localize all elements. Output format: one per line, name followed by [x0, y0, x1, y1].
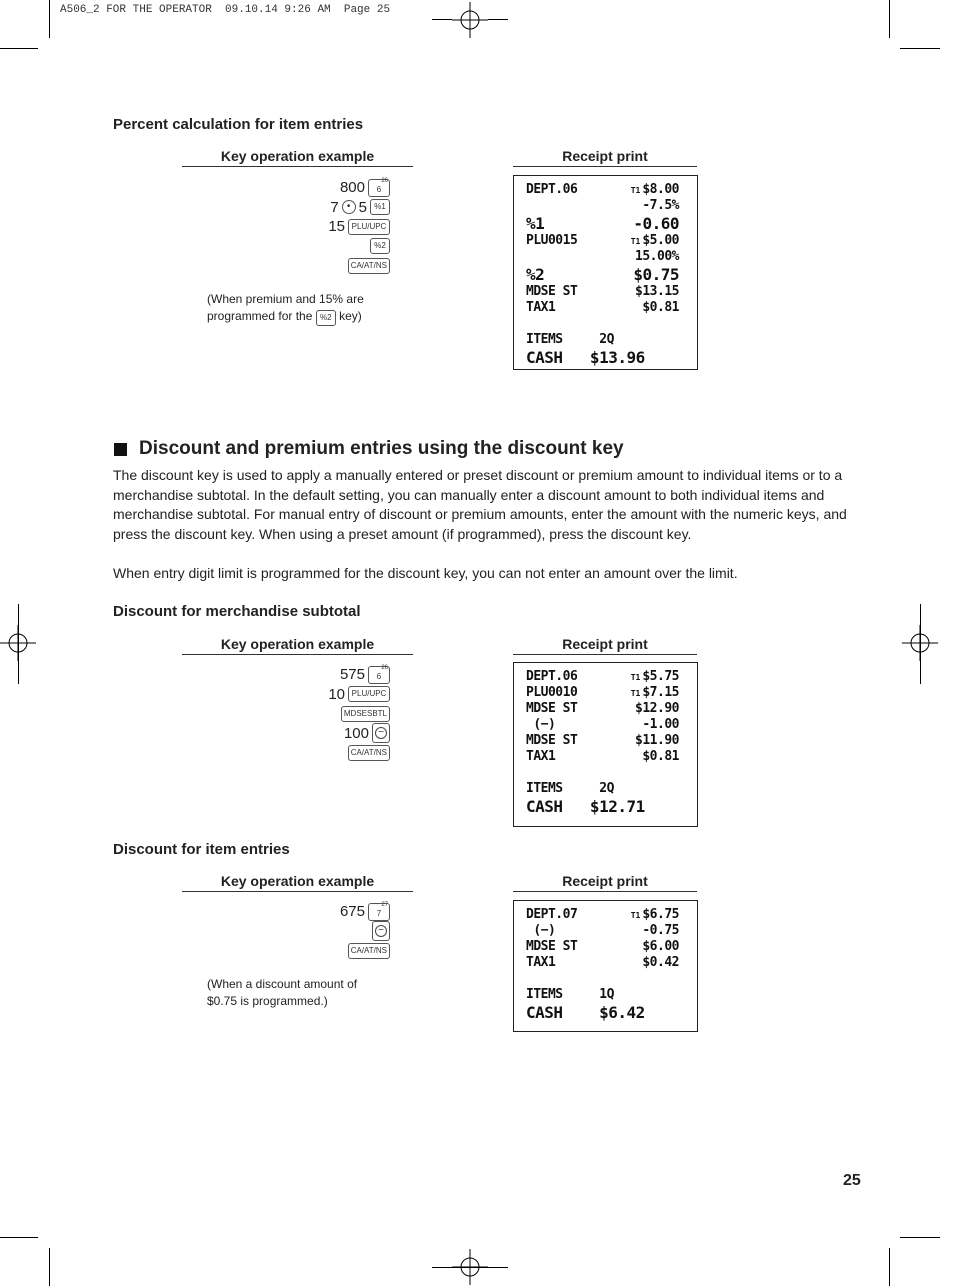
cash-key[interactable]: CA/AT/NS — [348, 258, 390, 274]
key-note — [207, 291, 397, 326]
receipt-amount — [631, 685, 679, 701]
receipt-label: ITEMS 2Q — [526, 781, 614, 796]
receipt-label: %2 — [526, 265, 545, 284]
receipt-value: $12.90 — [635, 701, 679, 716]
receipt-amount — [631, 907, 679, 923]
key-sequence — [250, 665, 390, 763]
receipt-label: TAX1 — [526, 749, 556, 764]
section-heading: Discount for merchandise subtotal — [113, 603, 361, 620]
key-operation-header: Key operation example — [182, 148, 413, 167]
department-key[interactable] — [368, 179, 390, 197]
crop-mark — [49, 1248, 50, 1286]
tax-status-mark: T1 — [630, 911, 641, 920]
cash-key[interactable]: CA/AT/NS — [348, 943, 390, 959]
entry-number: 7 — [330, 198, 339, 216]
crop-mark — [432, 1267, 508, 1268]
tax-status-mark: T1 — [630, 673, 641, 682]
receipt-line — [526, 971, 679, 987]
receipt-label: PLU0015 — [526, 233, 578, 248]
receipt-amount — [642, 717, 679, 733]
tax-status-mark: T1 — [630, 689, 641, 698]
receipt-value: $7.15 — [642, 685, 679, 700]
discount-key[interactable] — [372, 723, 390, 743]
receipt-print-header: Receipt print — [513, 636, 697, 655]
receipt-value: -1.00 — [642, 717, 679, 732]
receipt-label: DEPT.06 — [526, 182, 578, 197]
key-superscript: 26 — [381, 177, 388, 184]
receipt-line — [526, 685, 679, 701]
crop-mark — [900, 48, 940, 49]
crop-mark — [889, 1248, 890, 1286]
receipt-amount — [635, 249, 679, 265]
receipt-line — [526, 955, 679, 971]
key-superscript: 27 — [381, 901, 388, 908]
plu-upc-key[interactable]: PLU/UPC — [348, 219, 390, 235]
receipt-label: PLU0010 — [526, 685, 578, 700]
percent2-key[interactable]: %2 — [370, 238, 390, 254]
entry-number: 800 — [339, 179, 365, 196]
receipt-label: MDSE ST — [526, 284, 578, 299]
bullet-square-icon — [114, 443, 127, 456]
crop-mark — [18, 604, 19, 684]
department-key[interactable] — [368, 666, 390, 684]
note-text: $0.75 is programmed.) — [207, 994, 328, 1008]
receipt-amount — [642, 749, 679, 765]
receipt-amount — [633, 265, 679, 284]
receipt-line — [526, 701, 679, 717]
receipt-line — [526, 939, 679, 955]
key-sequence — [250, 902, 390, 961]
receipt-value: $11.90 — [635, 733, 679, 748]
receipt-label: DEPT.06 — [526, 669, 578, 684]
crop-mark — [920, 604, 921, 684]
discount-key[interactable] — [372, 921, 390, 941]
receipt-value: -0.60 — [633, 214, 679, 233]
receipt-print — [513, 175, 698, 370]
note-text: (When a discount amount of — [207, 977, 358, 991]
receipt-line — [526, 1003, 679, 1022]
receipt-line — [526, 284, 679, 300]
receipt-amount — [642, 955, 679, 971]
description-paragraph: The discount key is used to apply a manually entered or preset discount or premium amount to individual items or to a merchandise subtotal. In the default setting, you can manually enter a discount amount to both individual items and merchandise subtotal. For manual entry of discount or premium amounts, enter the amount with the numeric keys, and press the discount key. When using a preset amount (if programmed), press the discount key. — [113, 467, 847, 542]
receipt-label: ITEMS 1Q — [526, 987, 614, 1002]
receipt-line — [526, 182, 679, 198]
receipt-line — [526, 249, 679, 265]
receipt-line — [526, 300, 679, 316]
entry-number: 15 — [328, 218, 345, 235]
receipt-line — [526, 214, 679, 233]
receipt-label: (−) — [526, 923, 556, 938]
receipt-value: $8.00 — [642, 182, 679, 197]
print-slug: A506_2 FOR THE OPERATOR 09.10.14 9:26 AM Page 25 — [60, 4, 391, 16]
crop-mark — [432, 19, 452, 20]
receipt-line — [526, 907, 679, 923]
receipt-line — [526, 669, 679, 685]
receipt-value: $6.75 — [642, 907, 679, 922]
department-key[interactable] — [368, 903, 390, 921]
receipt-line — [526, 987, 679, 1003]
key-label: 6 — [376, 671, 382, 681]
receipt-value: $0.81 — [642, 749, 679, 764]
receipt-label: CASH $12.71 — [526, 797, 645, 816]
receipt-value: -0.75 — [642, 923, 679, 938]
receipt-label: TAX1 — [526, 955, 556, 970]
section-title-text: Discount and premium entries using the discount key — [139, 438, 624, 459]
crop-mark — [889, 0, 890, 38]
entry-number: 10 — [328, 685, 345, 703]
receipt-value: $5.75 — [642, 669, 679, 684]
receipt-amount — [635, 701, 679, 717]
crop-mark — [488, 19, 508, 20]
entry-number: 575 — [339, 666, 365, 683]
key-superscript: 26 — [381, 664, 388, 671]
receipt-line — [526, 332, 679, 348]
description-paragraph: When entry digit limit is programmed for the discount key, you can not enter an amount over the limit. — [113, 565, 738, 581]
receipt-label: MDSE ST — [526, 701, 578, 716]
key-sequence — [250, 178, 390, 276]
receipt-line — [526, 198, 679, 214]
receipt-print — [513, 662, 698, 827]
percent2-key: %2 — [316, 310, 336, 326]
receipt-line — [526, 316, 679, 332]
receipt-amount — [642, 923, 679, 939]
plu-upc-key[interactable]: PLU/UPC — [348, 686, 390, 702]
note-text: (When premium and 15% are programmed for the — [207, 292, 364, 323]
receipt-print-header: Receipt print — [513, 148, 697, 167]
key-note — [207, 976, 397, 1010]
receipt-amount — [633, 214, 679, 233]
receipt-value: $0.42 — [642, 955, 679, 970]
receipt-print-header: Receipt print — [513, 873, 697, 892]
key-operation-header: Key operation example — [182, 873, 413, 892]
receipt-line — [526, 717, 679, 733]
receipt-line — [526, 265, 679, 284]
receipt-line — [526, 765, 679, 781]
receipt-amount — [642, 939, 679, 955]
receipt-print — [513, 900, 698, 1032]
decimal-point-key[interactable]: • — [342, 200, 356, 214]
entry-number: 5 — [358, 198, 367, 216]
receipt-line — [526, 348, 679, 367]
entry-number: 675 — [339, 903, 365, 920]
receipt-label: TAX1 — [526, 300, 556, 315]
receipt-value: 15.00% — [635, 249, 679, 264]
crop-mark — [0, 1237, 38, 1238]
page-number: 25 — [843, 1172, 861, 1189]
receipt-amount — [631, 669, 679, 685]
section-heading: Discount for item entries — [113, 841, 290, 858]
receipt-value: $6.00 — [642, 939, 679, 954]
receipt-value: $5.00 — [642, 233, 679, 248]
tax-status-mark: T1 — [630, 186, 641, 195]
receipt-amount — [631, 233, 679, 249]
receipt-amount — [631, 182, 679, 198]
receipt-label: ITEMS 2Q — [526, 332, 614, 347]
receipt-amount — [635, 284, 679, 300]
receipt-amount — [642, 198, 679, 214]
section-heading: Percent calculation for item entries — [113, 116, 364, 133]
subtotal-key[interactable]: MDSESBTL — [341, 706, 390, 722]
receipt-line — [526, 733, 679, 749]
receipt-value: $0.81 — [642, 300, 679, 315]
receipt-line — [526, 749, 679, 765]
receipt-label: MDSE ST — [526, 733, 578, 748]
receipt-label: DEPT.07 — [526, 907, 578, 922]
receipt-label: CASH $13.96 — [526, 348, 645, 367]
receipt-amount — [635, 733, 679, 749]
entry-number: 100 — [343, 724, 369, 742]
receipt-amount — [642, 300, 679, 316]
minus-icon: − — [375, 925, 387, 937]
crop-mark — [0, 48, 38, 49]
section-title — [114, 438, 624, 460]
tax-status-mark: T1 — [630, 237, 641, 246]
receipt-line — [526, 797, 679, 816]
receipt-value: -7.5% — [642, 198, 679, 213]
receipt-line — [526, 923, 679, 939]
receipt-line — [526, 781, 679, 797]
crop-mark — [900, 1237, 940, 1238]
registration-mark-icon — [452, 2, 488, 38]
key-label: 6 — [376, 184, 382, 194]
minus-icon: − — [375, 727, 387, 739]
receipt-line — [526, 233, 679, 249]
crop-mark — [49, 0, 50, 38]
percent1-key[interactable]: %1 — [370, 199, 390, 215]
note-text: key) — [339, 309, 362, 323]
receipt-label: CASH $6.42 — [526, 1003, 645, 1022]
receipt-value: $0.75 — [633, 265, 679, 284]
receipt-label: (−) — [526, 717, 556, 732]
receipt-label: %1 — [526, 214, 545, 233]
cash-key[interactable]: CA/AT/NS — [348, 745, 390, 761]
key-operation-header: Key operation example — [182, 636, 413, 655]
receipt-value: $13.15 — [635, 284, 679, 299]
key-label: 7 — [376, 908, 382, 918]
receipt-label: MDSE ST — [526, 939, 578, 954]
